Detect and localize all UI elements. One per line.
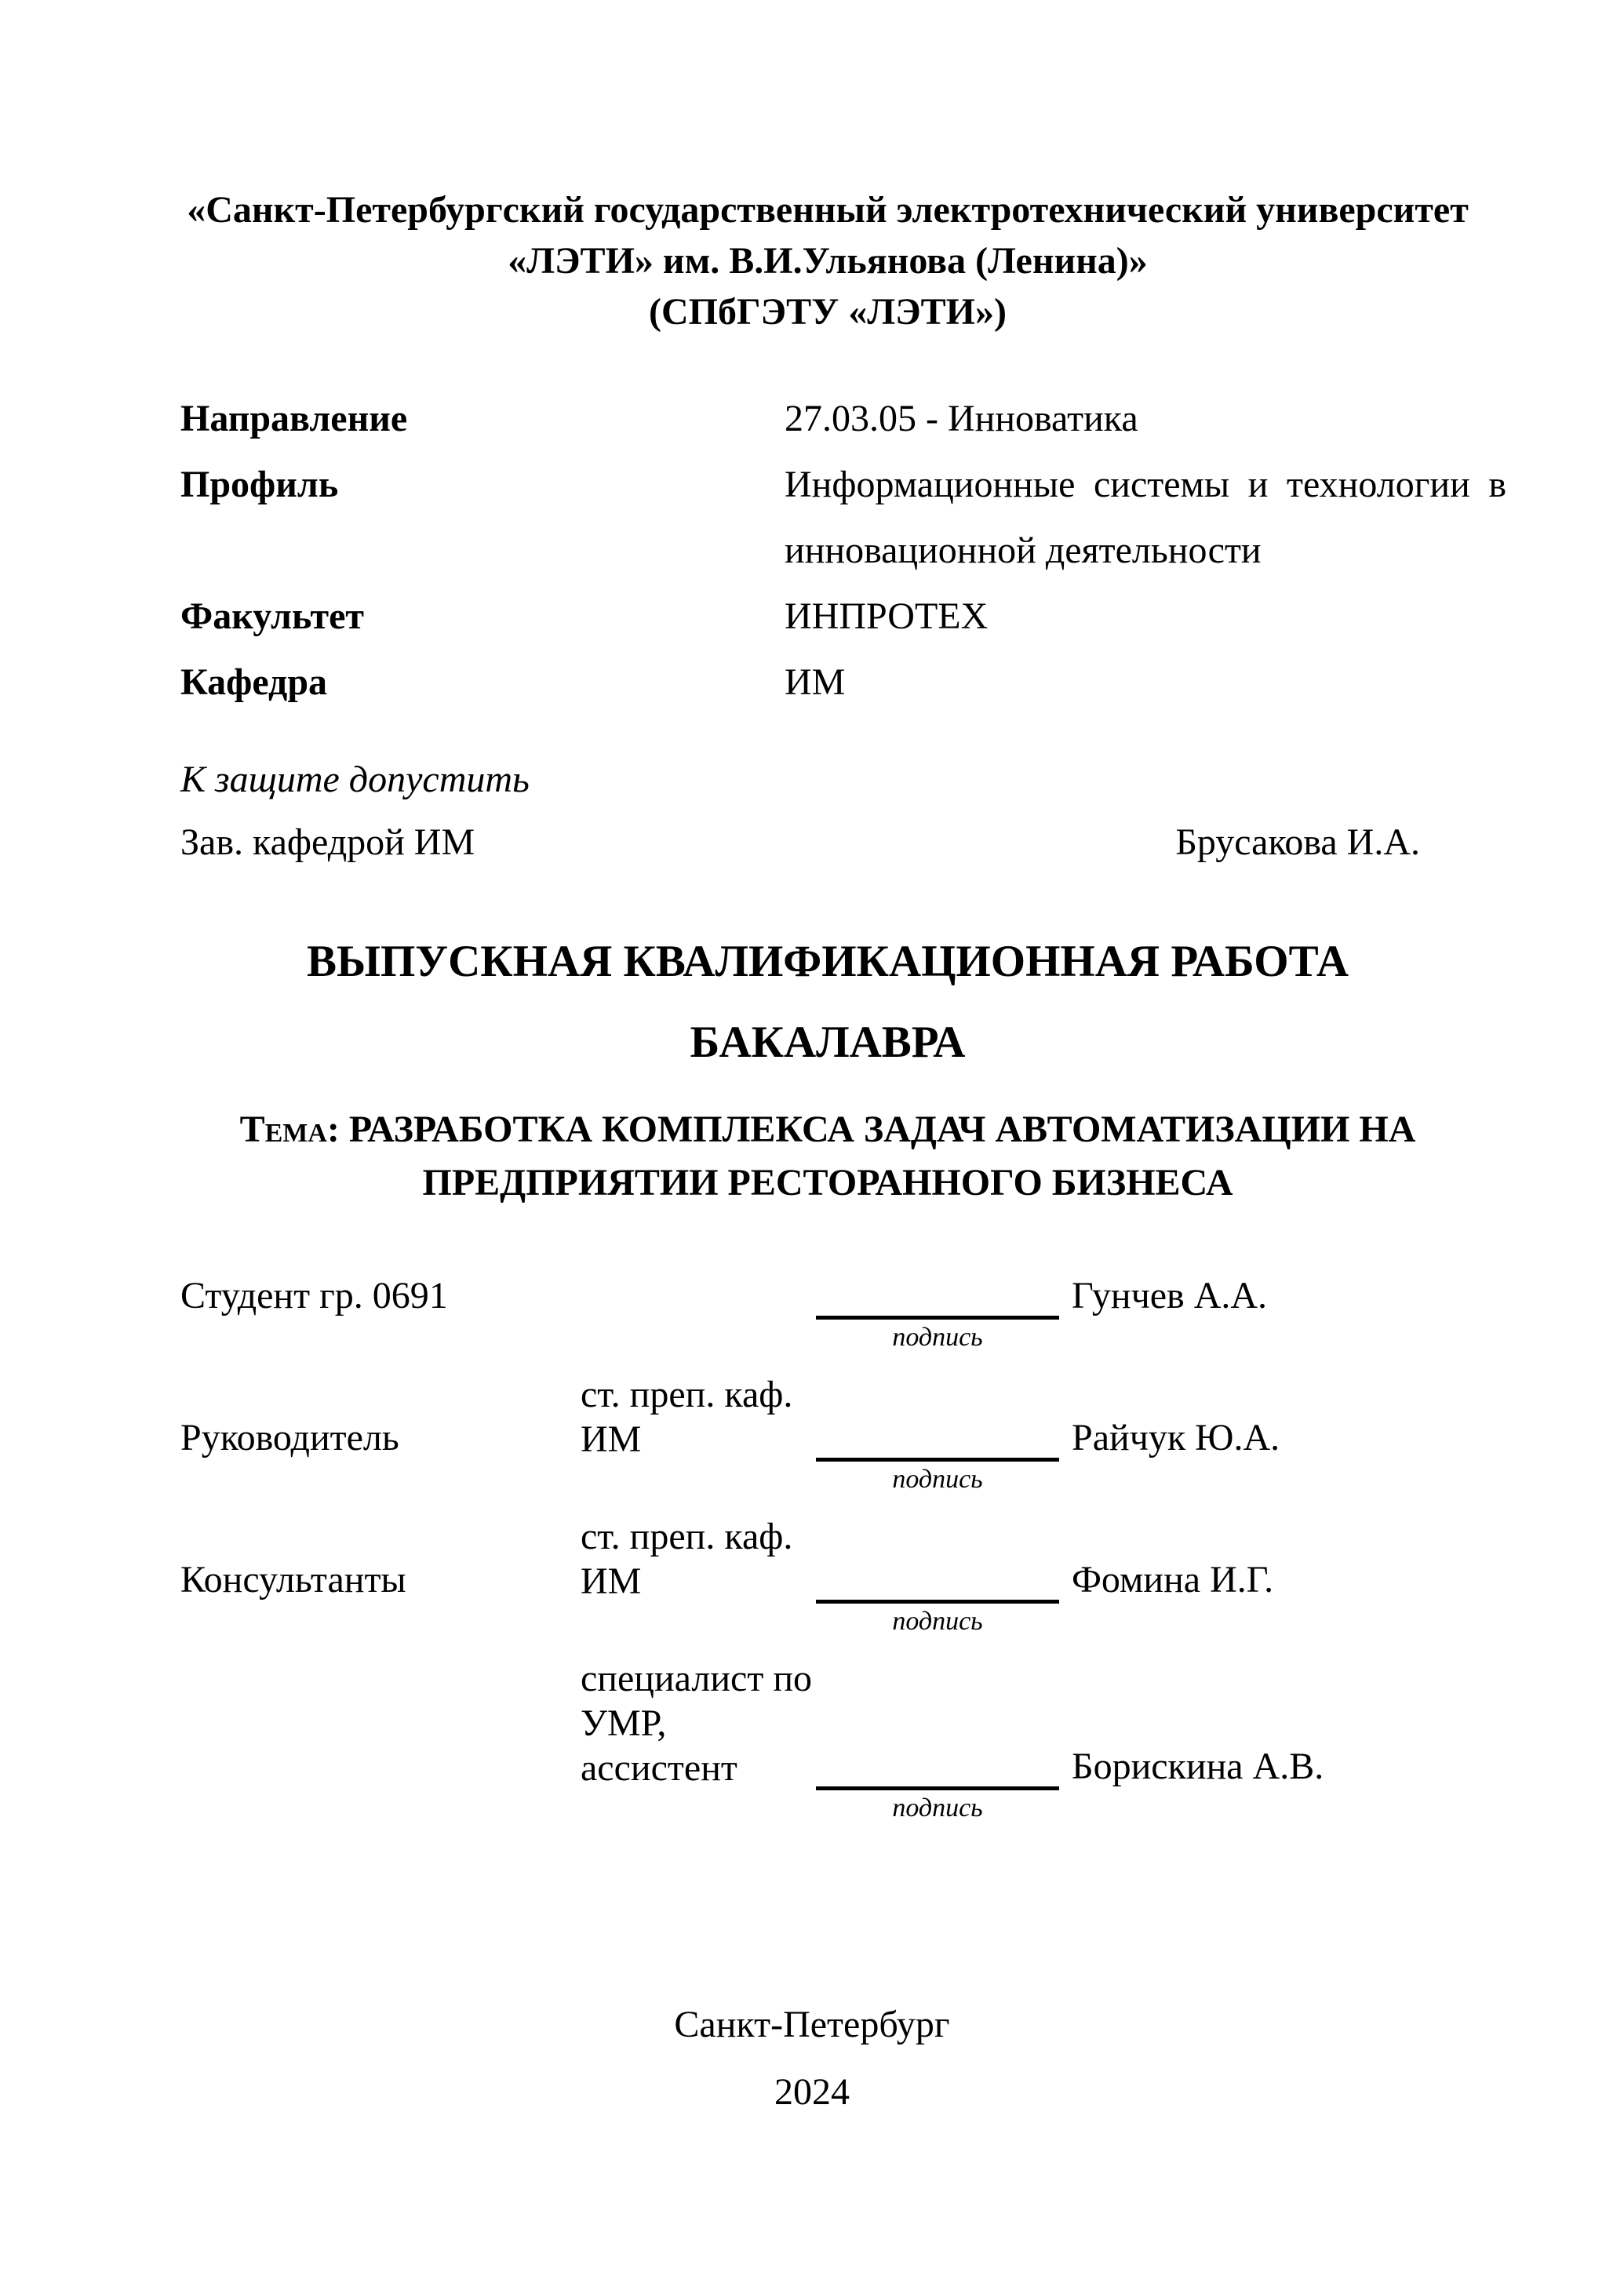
direction-label: Направление — [180, 398, 408, 439]
consultant-2-role-label — [180, 1790, 581, 1826]
student-signature-row — [180, 1273, 1475, 1355]
department-head-row — [180, 811, 1475, 874]
direction-value: 27.03.05 - Инноватика — [785, 398, 1138, 439]
signatures-section — [180, 1273, 1475, 1826]
city-label: Санкт-Петербург — [674, 2004, 950, 2045]
consultant-2-name: Борискина А.В. — [1072, 1746, 1324, 1787]
consultant-2-signature-row — [180, 1656, 1475, 1826]
supervisor-signature-row — [180, 1372, 1475, 1497]
university-name-line-1: «Санкт-Петербургский государственный электротехнический университет — [187, 189, 1469, 231]
signature-caption: подпись — [892, 1323, 983, 1352]
consultant-1-position — [581, 1514, 816, 1639]
work-title-section — [180, 921, 1475, 1210]
consultant-1-position-line-1: ст. преп. каф. — [581, 1516, 793, 1557]
consultant-2-position-line-1: специалист по — [581, 1658, 813, 1699]
consultant-1-name: Фомина И.Г. — [1072, 1559, 1274, 1600]
consultant-1-position-line-2: ИМ — [581, 1560, 642, 1602]
faculty-label: Факультет — [180, 595, 364, 637]
work-title-line-2: БАКАЛАВРА — [690, 1018, 966, 1067]
university-name-line-2: «ЛЭТИ» им. В.И.Ульянова (Ленина)» — [508, 240, 1148, 282]
department-head-label: Зав. кафедрой ИМ — [180, 821, 475, 863]
supervisor-position-line-1: ст. преп. каф. — [581, 1374, 793, 1415]
direction-row — [180, 386, 1475, 452]
supervisor-name: Райчук Ю.А. — [1072, 1417, 1280, 1458]
student-signature-field — [816, 1316, 1059, 1355]
signature-caption: подпись — [892, 1607, 983, 1636]
consultant-2-signature-field — [816, 1786, 1059, 1826]
student-position — [581, 1320, 816, 1355]
university-header — [180, 184, 1475, 337]
supervisor-position — [581, 1372, 816, 1497]
consultant-1-signature-field — [816, 1600, 1059, 1639]
approval-section — [180, 748, 1475, 874]
admit-to-defense-line: К защите допустить — [180, 759, 530, 800]
university-abbreviation: (СПбГЭТУ «ЛЭТИ») — [649, 291, 1007, 333]
consultant-2-position-line-2: УМР, ассистент — [581, 1702, 737, 1789]
consultant-2-position — [581, 1656, 816, 1826]
faculty-row — [180, 584, 1475, 650]
student-role-label: Студент гр. 0691 — [180, 1275, 448, 1316]
work-title-line-1: ВЫПУСКНАЯ КВАЛИФИКАЦИОННАЯ РАБОТА — [306, 937, 1349, 986]
year-label: 2024 — [774, 2071, 850, 2113]
student-name: Гунчев А.А. — [1072, 1275, 1268, 1316]
program-info-section — [180, 386, 1506, 716]
department-head-name: Брусакова И.А. — [1175, 821, 1420, 863]
faculty-value: ИНПРОТЕХ — [785, 595, 989, 637]
supervisor-signature-field — [816, 1458, 1059, 1497]
department-label: Кафедра — [180, 661, 328, 703]
supervisor-role-label: Руководитель — [180, 1417, 399, 1458]
page-footer — [0, 1991, 1624, 2126]
signature-caption: подпись — [892, 1465, 983, 1494]
theme-paragraph — [180, 1103, 1475, 1210]
department-value: ИМ — [785, 661, 846, 703]
profile-row — [180, 452, 1506, 584]
supervisor-position-line-2: ИМ — [581, 1418, 642, 1460]
theme-label: Тема: — [239, 1109, 340, 1150]
profile-value: Информационные системы и технологии в инновационной деятельности — [785, 464, 1506, 571]
profile-label: Профиль — [180, 464, 339, 505]
department-row — [180, 650, 1475, 716]
theme-text: РАЗРАБОТКА КОМПЛЕКСА ЗАДАЧ АВТОМАТИЗАЦИИ НА ПРЕДПРИЯТИИ РЕСТОРАННОГО БИЗНЕСА — [348, 1109, 1416, 1203]
consultants-role-label: Консультанты — [180, 1559, 406, 1600]
signature-caption: подпись — [892, 1793, 983, 1822]
consultant-1-signature-row — [180, 1514, 1475, 1639]
